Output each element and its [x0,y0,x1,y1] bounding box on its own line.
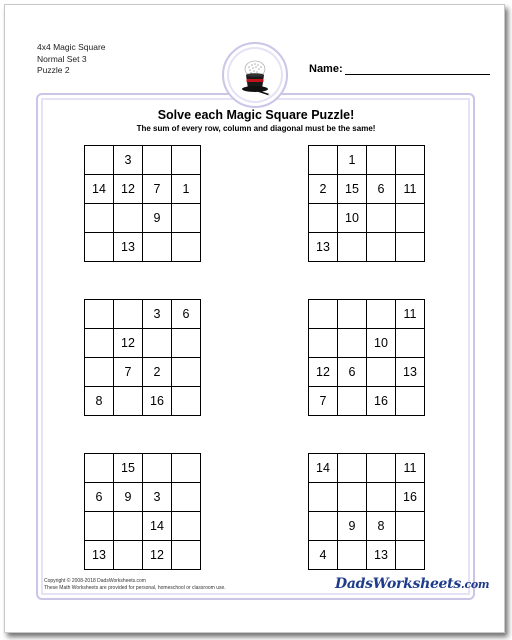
square-cell: 13 [85,541,114,570]
square-cell: 14 [143,512,172,541]
square-cell[interactable] [85,329,114,358]
worksheet-title: 4x4 Magic Square [37,42,106,52]
square-cell[interactable] [338,329,367,358]
magic-square-4 [308,299,425,416]
square-cell[interactable] [143,454,172,483]
square-cell: 15 [338,175,367,204]
magic-square-2 [308,145,425,262]
square-cell: 13 [367,541,396,570]
square-cell[interactable] [338,233,367,262]
name-field[interactable] [309,63,490,75]
square-cell: 11 [396,300,425,329]
square-cell[interactable] [396,146,425,175]
square-cell[interactable] [309,512,338,541]
square-cell[interactable] [172,204,201,233]
square-cell[interactable] [172,483,201,512]
square-cell[interactable] [309,483,338,512]
square-cell: 12 [114,329,143,358]
square-cell[interactable] [396,387,425,416]
square-cell: 1 [172,175,201,204]
square-cell[interactable] [85,233,114,262]
square-cell: 4 [309,541,338,570]
magic-square-3 [84,299,201,416]
square-cell: 12 [143,541,172,570]
square-cell: 1 [338,146,367,175]
square-cell[interactable] [396,512,425,541]
square-cell[interactable] [367,454,396,483]
square-cell[interactable] [338,454,367,483]
square-cell[interactable] [309,146,338,175]
square-cell[interactable] [85,512,114,541]
square-cell[interactable] [114,387,143,416]
square-cell: 14 [85,175,114,204]
square-cell[interactable] [172,541,201,570]
square-cell: 6 [367,175,396,204]
square-cell: 11 [396,454,425,483]
square-cell: 3 [114,146,143,175]
square-cell: 6 [85,483,114,512]
badge [222,42,288,108]
magic-hat-icon [224,44,286,106]
square-cell[interactable] [367,358,396,387]
square-cell[interactable] [172,358,201,387]
square-cell: 7 [114,358,143,387]
square-cell[interactable] [172,454,201,483]
square-cell: 6 [172,300,201,329]
square-cell[interactable] [367,204,396,233]
square-cell: 7 [309,387,338,416]
square-cell: 13 [114,233,143,262]
square-cell: 6 [338,358,367,387]
square-cell[interactable] [143,233,172,262]
dadsworksheets-logo[interactable]: DadsWorksheets.com [335,576,490,592]
square-cell: 9 [143,204,172,233]
square-cell[interactable] [85,204,114,233]
square-cell[interactable] [172,233,201,262]
square-cell[interactable] [338,300,367,329]
usage-text: These Math Worksheets are provided for personal, homeschool or classroom use. [44,585,226,591]
square-cell: 16 [396,483,425,512]
square-cell: 12 [114,175,143,204]
square-cell: 9 [338,512,367,541]
magic-square-6 [308,453,425,570]
square-cell: 11 [396,175,425,204]
square-cell: 2 [143,358,172,387]
square-cell: 13 [396,358,425,387]
square-cell: 10 [338,204,367,233]
square-cell[interactable] [338,541,367,570]
square-cell[interactable] [338,387,367,416]
square-cell[interactable] [114,300,143,329]
magic-square-5 [84,453,201,570]
square-cell: 12 [309,358,338,387]
square-cell[interactable] [396,204,425,233]
square-cell[interactable] [338,483,367,512]
puzzle-number: Puzzle 2 [37,65,70,75]
square-cell: 9 [114,483,143,512]
instructions-title: Solve each Magic Square Puzzle! [157,108,355,122]
square-cell[interactable] [85,300,114,329]
square-cell[interactable] [85,146,114,175]
set-label: Normal Set 3 [37,53,87,64]
square-cell: 10 [367,329,396,358]
square-cell: 16 [367,387,396,416]
square-cell: 16 [143,387,172,416]
footer-text [44,578,226,592]
square-cell: 8 [85,387,114,416]
square-cell[interactable] [143,329,172,358]
square-cell[interactable] [309,300,338,329]
square-cell: 2 [309,175,338,204]
square-cell[interactable] [172,146,201,175]
name-label: Name: [309,63,343,75]
square-cell: 8 [367,512,396,541]
square-cell: 14 [309,454,338,483]
square-cell[interactable] [85,454,114,483]
name-line[interactable] [345,64,490,75]
square-cell[interactable] [114,541,143,570]
square-cell[interactable] [367,300,396,329]
square-cell: 13 [309,233,338,262]
square-cell[interactable] [396,329,425,358]
square-cell[interactable] [172,387,201,416]
square-cell[interactable] [396,233,425,262]
square-cell[interactable] [172,329,201,358]
square-cell[interactable] [309,329,338,358]
magic-square-1 [84,145,201,262]
square-cell[interactable] [309,204,338,233]
square-cell[interactable] [114,512,143,541]
puzzle-info [37,42,106,77]
square-cell[interactable] [367,483,396,512]
square-cell[interactable] [396,541,425,570]
square-cell: 3 [143,483,172,512]
copyright-text: Copyright © 2008-2018 DadsWorksheets.com [44,578,146,584]
square-cell[interactable] [367,233,396,262]
square-cell: 7 [143,175,172,204]
square-cell[interactable] [143,146,172,175]
square-cell: 15 [114,454,143,483]
square-cell[interactable] [172,512,201,541]
square-cell[interactable] [114,204,143,233]
square-cell: 3 [143,300,172,329]
square-cell[interactable] [367,146,396,175]
square-cell[interactable] [85,358,114,387]
instructions-subtitle: The sum of every row, column and diagonal must be the same! [136,124,376,133]
